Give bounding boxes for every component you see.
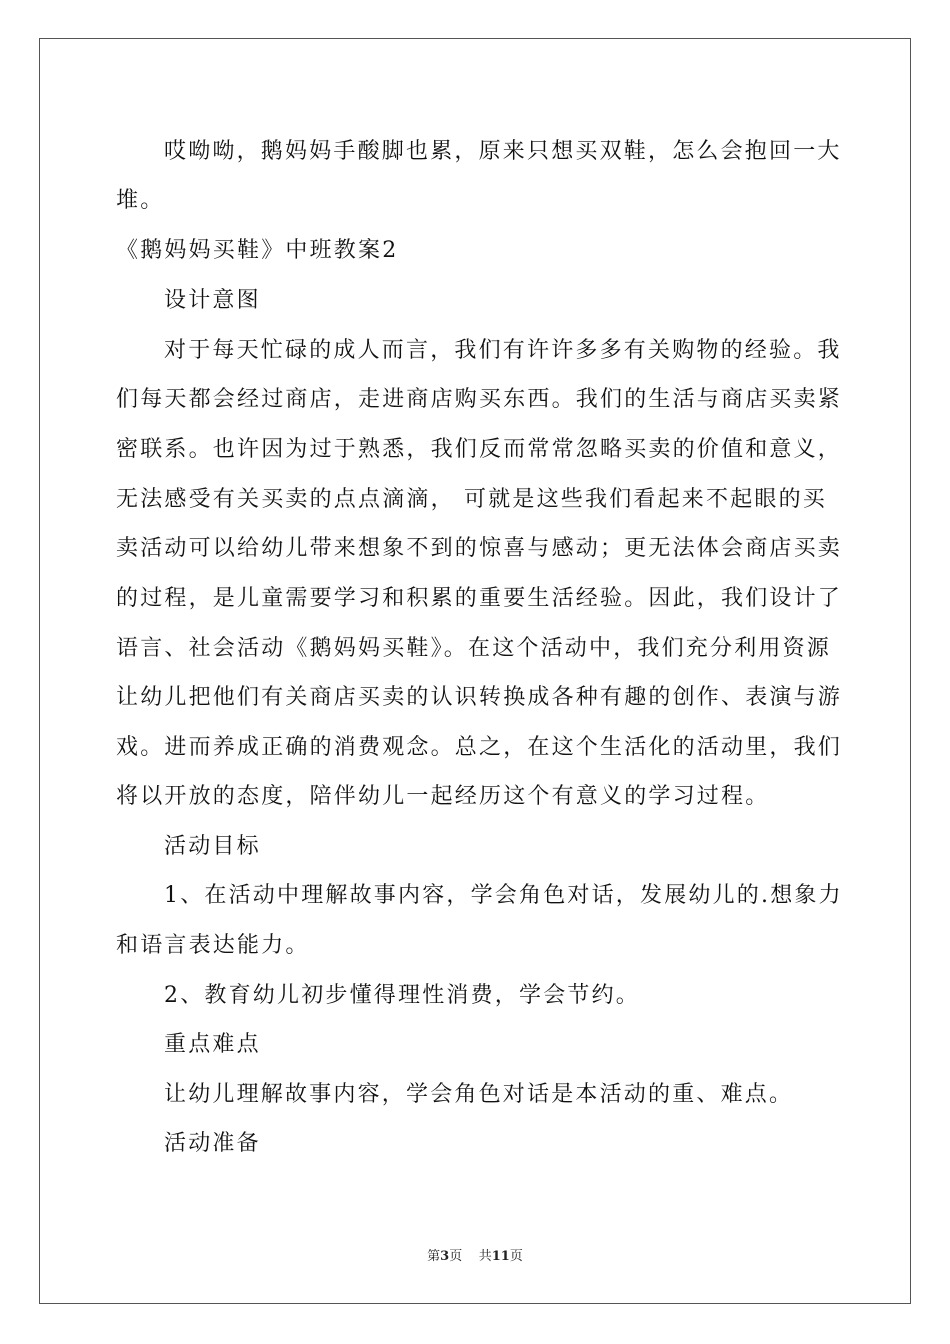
- paragraph-line: 将以开放的态度，陪伴幼儿一起经历这个有意义的学习过程。: [116, 784, 770, 809]
- paragraph-line: 让幼儿把他们有关商店买卖的认识转换成各种有趣的创作、表演与游: [116, 685, 843, 710]
- footer-total-suffix: 页: [509, 1249, 523, 1264]
- page-border: [39, 38, 911, 1304]
- footer-page-prefix: 第: [427, 1249, 441, 1264]
- footer-page-current: 3: [440, 1249, 450, 1264]
- section-title: 《鹅妈妈买鞋》中班教案2: [116, 238, 399, 263]
- paragraph-line: 2、教育幼儿初步懂得理性消费，学会节约。: [164, 983, 640, 1008]
- section-heading: 活动目标: [164, 834, 261, 859]
- paragraph-line: 堆。: [116, 188, 165, 213]
- section-heading: 重点难点: [164, 1032, 261, 1057]
- paragraph-line: 戏。进而养成正确的消费观念。总之，在这个生活化的活动里，我们: [116, 735, 843, 760]
- paragraph-line: 语言、社会活动《鹅妈妈买鞋》。在这个活动中，我们充分利用资源: [116, 636, 832, 661]
- paragraph-line: 的过程，是儿童需要学习和积累的重要生活经验。因此，我们设计了: [116, 586, 843, 611]
- paragraph-line: 密联系。也许因为过于熟悉，我们反而常常忽略买卖的价值和意义，: [116, 437, 843, 462]
- paragraph-line: 对于每天忙碌的成人而言，我们有许许多多有关购物的经验。我: [164, 338, 842, 363]
- paragraph-line: 卖活动可以给幼儿带来想象不到的惊喜与感动；更无法体会商店买卖: [116, 536, 843, 561]
- footer-page-total: 11: [491, 1249, 510, 1264]
- page-footer: [0, 1248, 950, 1266]
- paragraph-line: 们每天都会经过商店，走进商店购买东西。我们的生活与商店买卖紧: [116, 387, 843, 412]
- paragraph-line: 哎呦呦，鹅妈妈手酸脚也累，原来只想买双鞋，怎么会抱回一大: [164, 139, 842, 164]
- paragraph-line: 无法感受有关买卖的点点滴滴， 可就是这些我们看起来不起眼的买: [116, 487, 827, 512]
- paragraph-line: 1、在活动中理解故事内容，学会角色对话，发展幼儿的.想象力: [164, 883, 843, 908]
- footer-total-prefix: 共: [478, 1249, 492, 1264]
- section-heading: 设计意图: [164, 288, 261, 313]
- footer-page-suffix: 页: [449, 1249, 463, 1264]
- paragraph-line: 让幼儿理解故事内容，学会角色对话是本活动的重、难点。: [164, 1082, 794, 1107]
- section-heading: 活动准备: [164, 1131, 261, 1156]
- paragraph-line: 和语言表达能力。: [116, 933, 310, 958]
